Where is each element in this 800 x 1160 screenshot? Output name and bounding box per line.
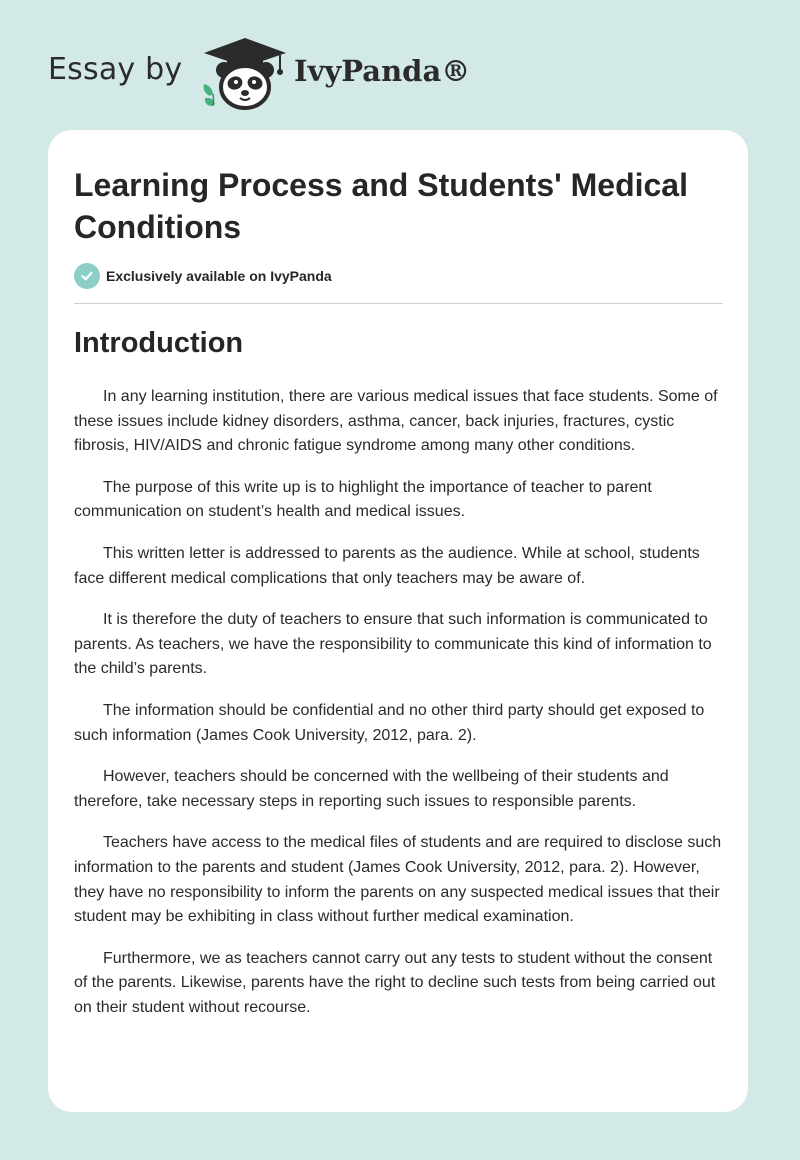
exclusive-badge-text: Exclusively available on IvyPanda <box>106 268 332 284</box>
paragraph: This written letter is addressed to parents as the audience. While at school, students face different medical complications that only teachers may be aware of. <box>74 544 700 587</box>
paragraph: The purpose of this write up is to highlight the importance of teacher to parent communication on student’s health and medical issues. <box>74 478 652 521</box>
essay-by-label: Essay by <box>48 52 183 87</box>
paragraph: Furthermore, we as teachers cannot carry out any tests to student without the consent of the parents. Likewise, parents have the right to decline such tests from being carried out on their student without recourse. <box>74 949 716 1016</box>
site-header <box>48 34 548 114</box>
section-heading-introduction: Introduction <box>74 327 244 359</box>
title-divider <box>74 303 723 304</box>
paragraph: In any learning institution, there are various medical issues that face students. Some of these issues include kidney disorders, asthma, cancer, back injuries, fractures, cystic fibrosis, HIV/AIDS and chronic fatigue syndrome among many other conditions. <box>74 388 718 455</box>
paragraph: However, teachers should be concerned with the wellbeing of their students and therefore, take necessary steps in reporting such issues to responsible parents. <box>74 768 669 810</box>
paragraph: Teachers have access to the medical files of students and are required to disclose such information to the parents and student (James Cook University, 2012, para. 2). However, they have no responsibility to inform the parents on any suspected medical issues that their student may be exhibiting in class without further medical examination. <box>74 834 722 926</box>
check-icon <box>74 263 100 289</box>
exclusive-badge <box>74 262 332 290</box>
panda-logo-icon[interactable] <box>200 36 290 112</box>
essay-body <box>74 385 724 1037</box>
brand-name[interactable]: IvyPanda® <box>294 54 471 88</box>
paragraph: The information should be confidential and no other third party should get exposed to such information (James Cook University, 2012, para. 2). <box>74 701 705 744</box>
essay-card <box>48 130 748 1112</box>
paragraph: It is therefore the duty of teachers to ensure that such information is communicated to parents. As teachers, we have the responsibility to communicate this kind of information to the child’s parents. <box>74 611 712 678</box>
essay-title: Learning Process and Students' Medical Conditions <box>74 167 688 245</box>
